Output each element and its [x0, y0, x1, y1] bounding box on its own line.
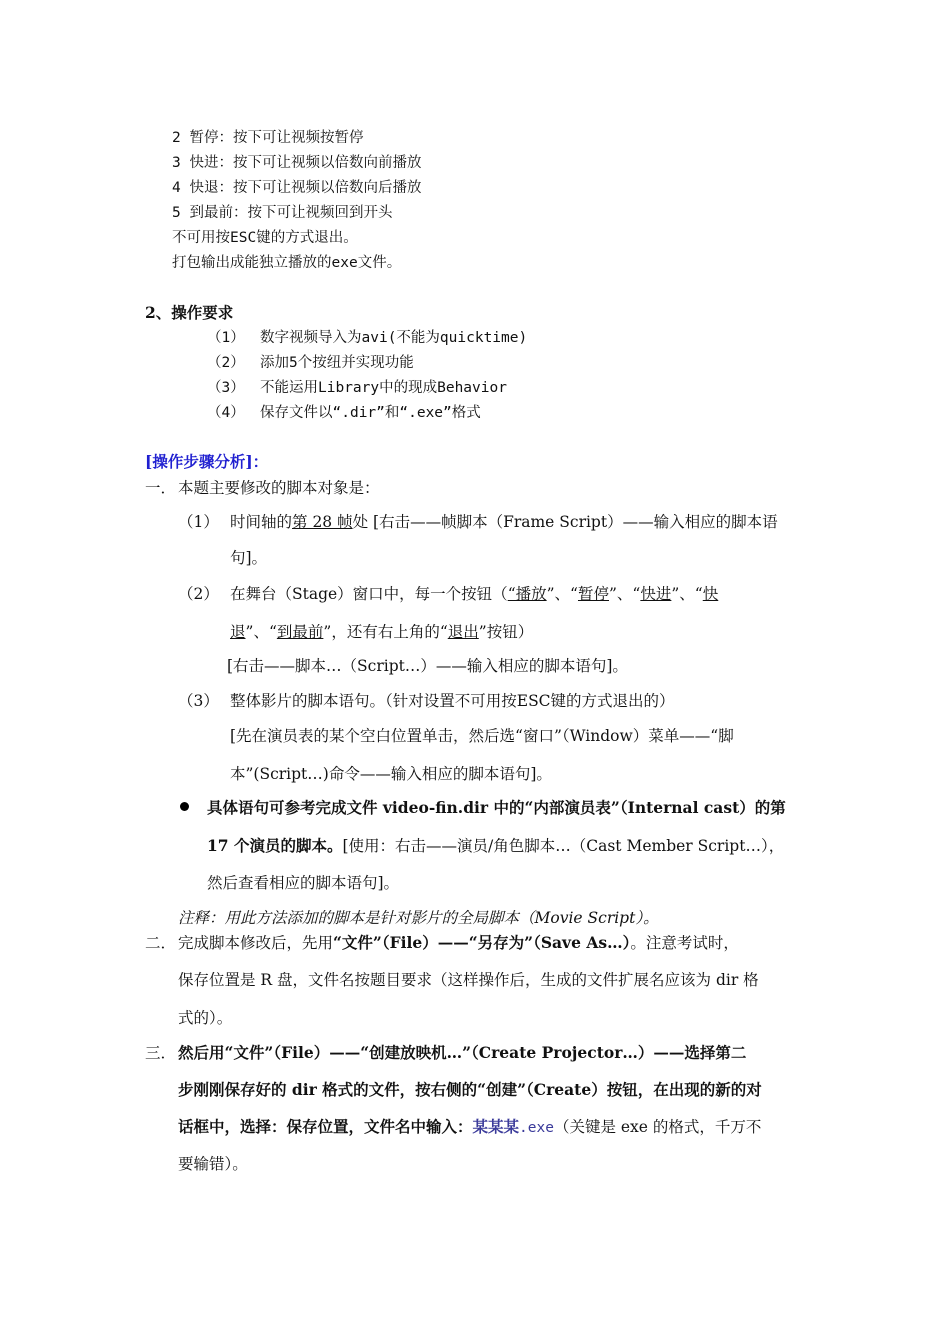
note-text: 注释：用此方法添加的脚本是针对影片的全局脚本（Movie Script）。 — [178, 909, 659, 927]
analysis-heading: [操作步骤分析]： — [145, 452, 269, 471]
bullet-text: 具体语句可参考完成文件 video-fin.dir 中的“内部演员表”（Internal cast）的第 — [207, 798, 786, 817]
section-heading: 2、操作要求 — [145, 303, 234, 322]
item-number: 一． — [145, 479, 177, 497]
sub-text: 时间轴的第 28 帧处 [右击——帧脚本（Frame Script）——输入相应的脚本语 — [230, 513, 778, 531]
req-text: 数字视频导入为avi(不能为quicktime) — [260, 330, 528, 346]
item-text: 然后用“文件”（File）——“创建放映机…”（Create Projector…）——选择第二 — [178, 1043, 747, 1062]
list-line: 不可用按ESC键的方式退出。 — [172, 230, 358, 246]
item-text-cont: 式的）。 — [178, 1009, 233, 1027]
req-text: 添加5个按纽并实现功能 — [260, 355, 414, 371]
item-number: 二． — [145, 934, 177, 952]
item-text: 完成脚本修改后，先用“文件”（File）——“另存为”（Save As…）。注意考试时， — [178, 933, 739, 952]
item-text-cont: 保存位置是 R 盘，文件名按题目要求（这样操作后，生成的文件扩展名应该为 dir 格 — [178, 971, 759, 989]
req-num: （3） — [207, 380, 245, 396]
sub-number: （2） — [178, 585, 219, 603]
sub-text-cont: 退”、“到最前”，还有右上角的“退出”按钮） — [230, 623, 534, 641]
item-text-cont: 要输错）。 — [178, 1155, 248, 1173]
list-line: 3 快进：按下可让视频以倍数向前播放 — [172, 155, 422, 171]
list-line: 2 暂停：按下可让视频按暂停 — [172, 130, 364, 146]
item-number: 三． — [145, 1044, 177, 1062]
req-text: 保存文件以“.dir”和“.exe”格式 — [260, 405, 481, 421]
sub-number: （3） — [178, 692, 219, 710]
sub-text-cont: [先在演员表的某个空白位置单击，然后选“窗口”（Window）菜单——“脚 — [230, 727, 734, 745]
sub-text-cont: 本”(Script…)命令——输入相应的脚本语句]。 — [230, 765, 552, 783]
bullet-text-cont: 17 个演员的脚本。[使用：右击——演员/角色脚本…（Cast Member Script…）， — [207, 836, 785, 855]
sub-text-cont: 句]。 — [230, 549, 268, 567]
sub-text-cont: [右击——脚本…（Script…）——输入相应的脚本语句]。 — [227, 657, 628, 675]
req-num: （1） — [207, 330, 245, 346]
bullet-text-cont: 然后查看相应的脚本语句]。 — [207, 874, 400, 892]
sub-number: （1） — [178, 513, 219, 531]
list-line: 4 快退：按下可让视频以倍数向后播放 — [172, 180, 422, 196]
bullet-dot — [180, 802, 189, 811]
req-num: （4） — [207, 405, 245, 421]
sub-text: 在舞台（Stage）窗口中，每一个按钮（“播放”、“暂停”、“快进”、“快 — [230, 585, 719, 603]
item-text: 本题主要修改的脚本对象是： — [178, 479, 380, 497]
item-text-cont: 步刚刚保存好的 dir 格式的文件，按右侧的“创建”（Create）按钮，在出现的新的对 — [178, 1080, 762, 1099]
item-text-cont: 话框中，选择：保存位置，文件名中输入：某某某.exe（关键是 exe 的格式，千万不 — [178, 1117, 762, 1136]
list-line: 打包输出成能独立播放的exe文件。 — [172, 255, 402, 271]
req-text: 不能运用Library中的现成Behavior — [260, 380, 507, 396]
req-num: （2） — [207, 355, 245, 371]
list-line: 5 到最前：按下可让视频回到开头 — [172, 205, 393, 221]
sub-text: 整体影片的脚本语句。（针对设置不可用按ESC键的方式退出的） — [230, 692, 675, 710]
